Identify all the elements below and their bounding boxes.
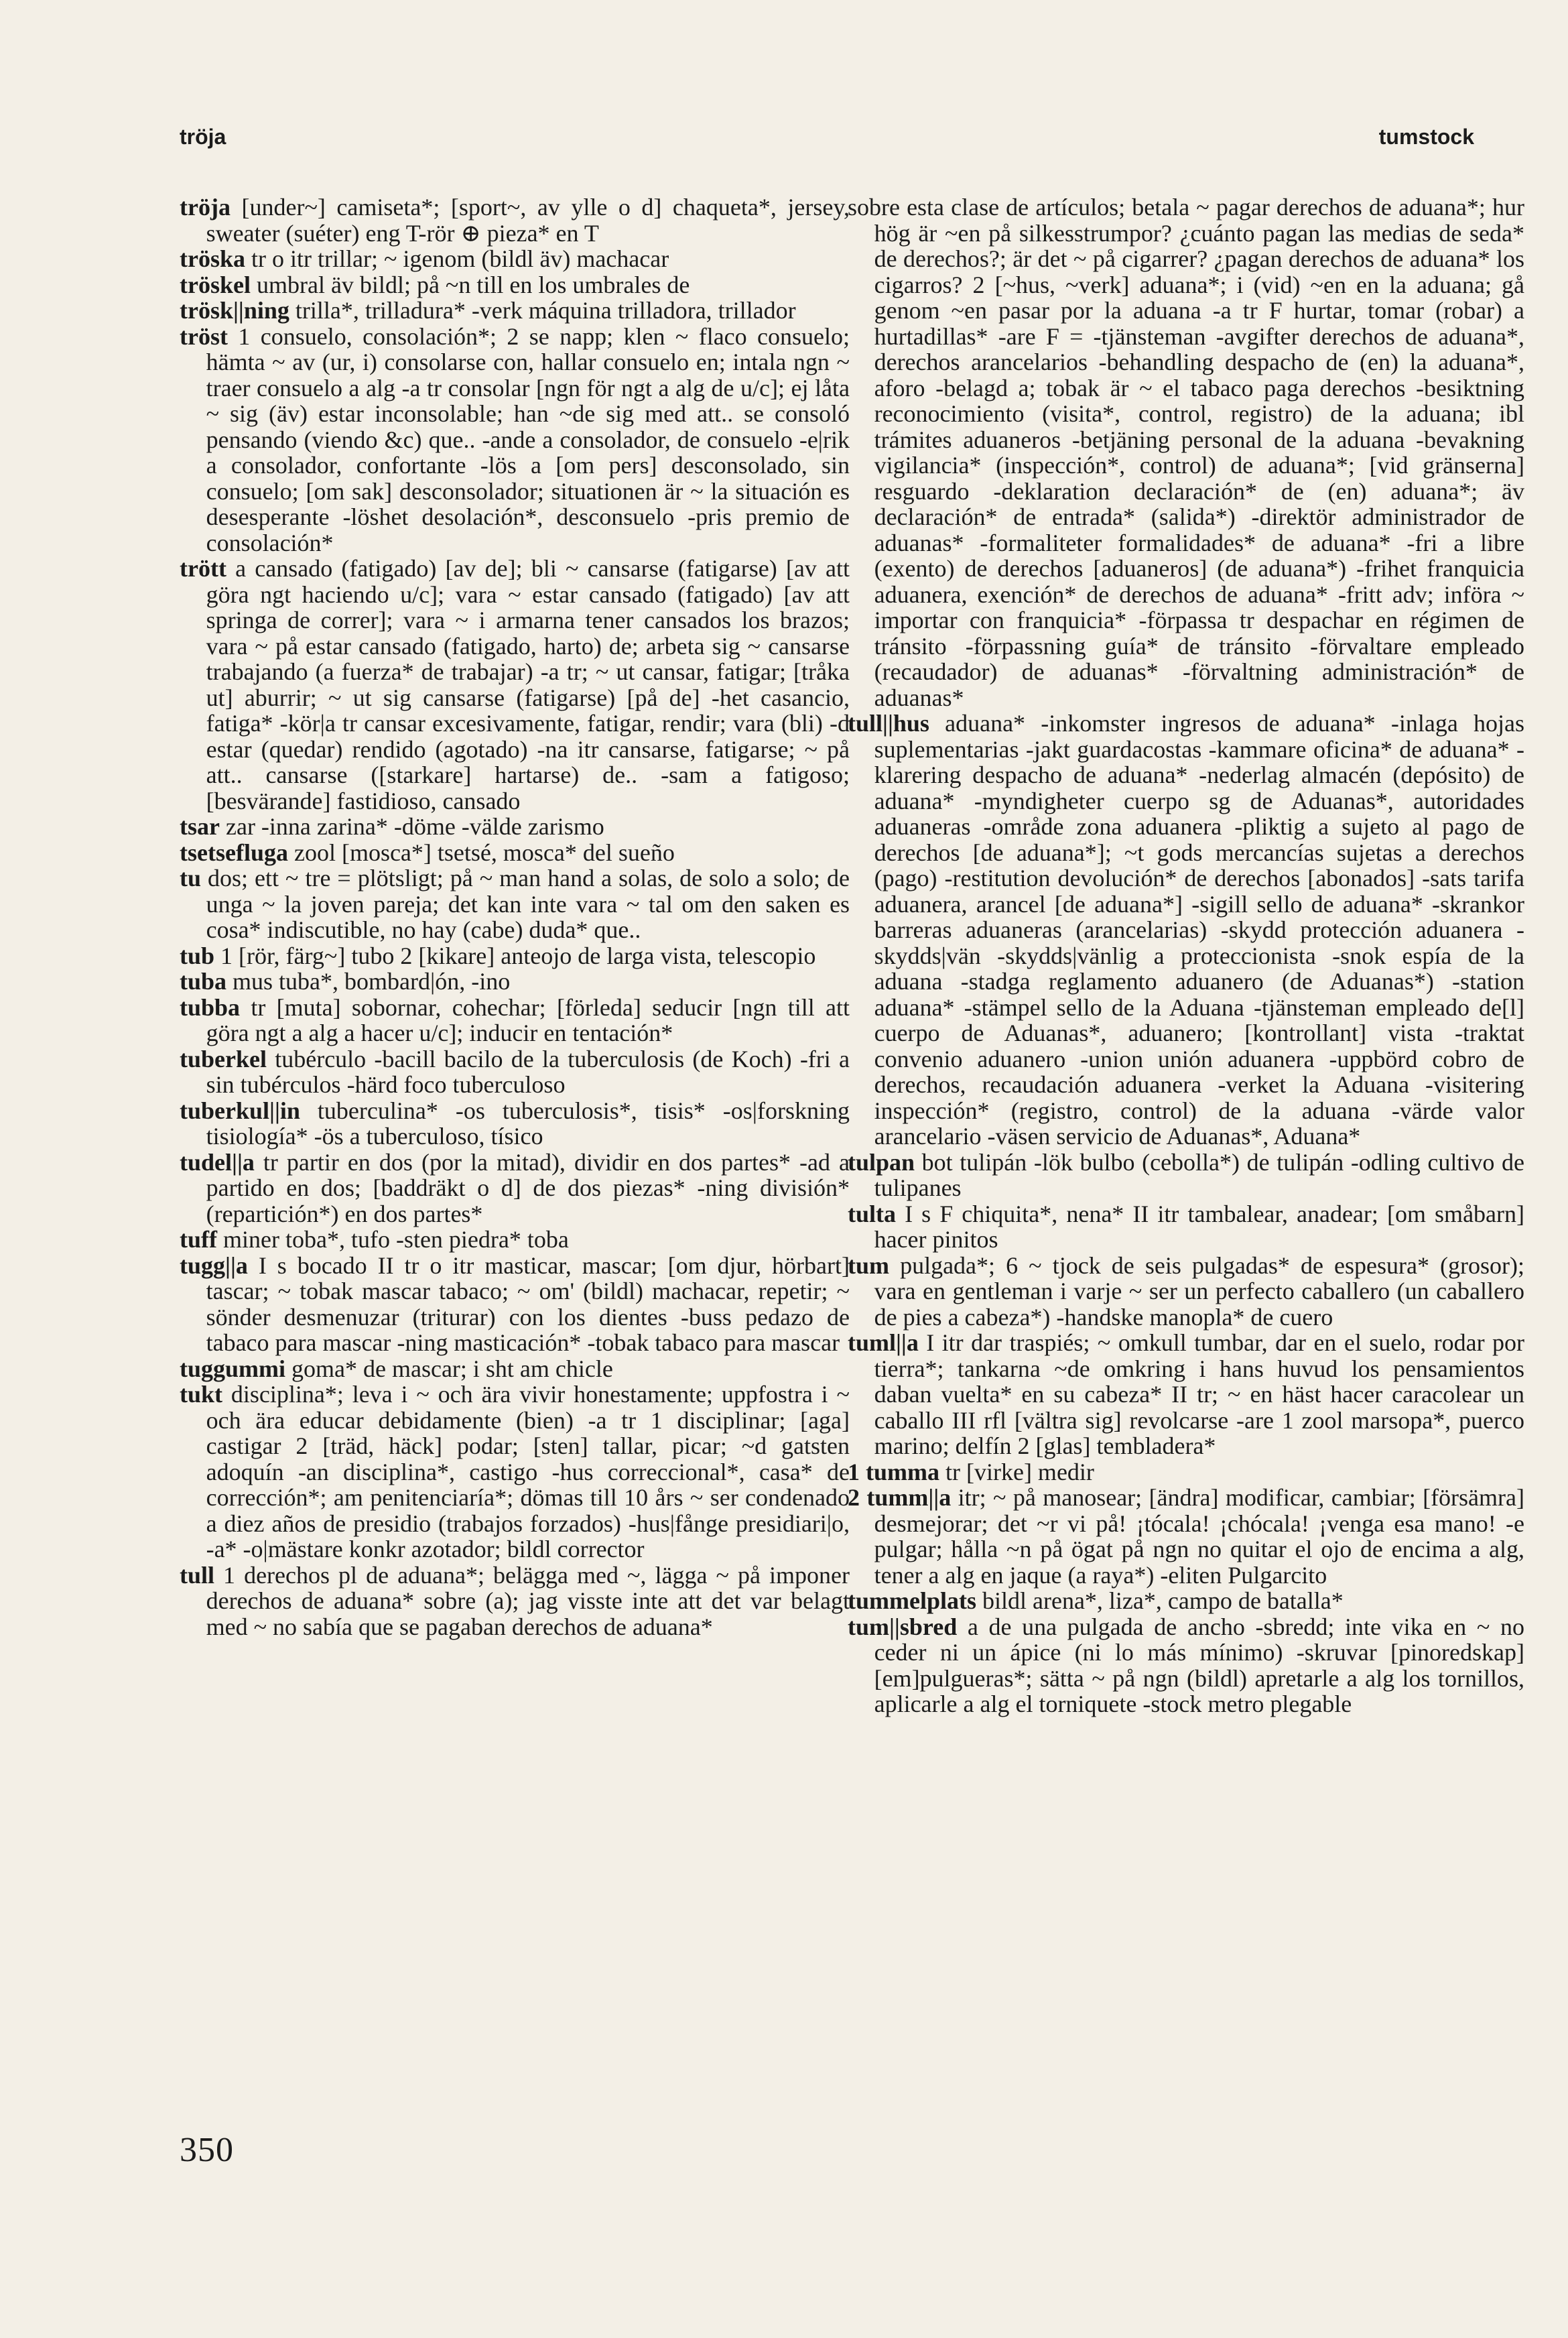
entry-headword: tull||hus <box>848 710 929 737</box>
dictionary-entry <box>180 1150 850 1227</box>
entry-definition: trilla*, trilladura* -verk máquina trilladora, trillador <box>289 297 796 324</box>
entry-headword: tuberkul||in <box>180 1097 300 1124</box>
entry-headword: tuba <box>180 968 227 995</box>
entry-definition: I s F chiquita*, nena* II itr tambalear, anadear; [om småbarn] hacer pinitos <box>874 1200 1524 1253</box>
entry-definition: pulgada*; 6 ~ tjock de seis pulgadas* de espesura* (grosor); vara en gentleman i varje ~ ser un perfecto caballero (un caballero de pies a cabeza*) -handske manopla* de cuero <box>874 1251 1524 1331</box>
entry-headword: tuml||a <box>848 1329 919 1356</box>
header-left-guide-word: tröja <box>180 125 226 149</box>
entry-definition: tr o itr trillar; ~ igenom (bildl äv) machacar <box>245 245 669 272</box>
dictionary-entry <box>848 711 1524 1150</box>
dictionary-entry <box>180 246 850 272</box>
entry-definition: zar -inna zarina* -döme -välde zarismo <box>219 813 604 840</box>
dictionary-entry <box>180 1356 850 1382</box>
entry-definition: tr partir en dos (por la mitad), dividir en dos partes* -ad a partido en dos; [baddräkt o d] de dos piezas* -ning división* (repartición*) en dos partes* <box>206 1148 850 1227</box>
entry-headword: tudel||a <box>180 1148 255 1176</box>
entry-definition: I s bocado II tr o itr masticar, mascar; [om djur, hörbart] tascar; ~ tobak mascar tabaco; ~ om' (bildl) machacar, repetir; ~ sönder desmenuzar (triturar) con los dientes -buss pedazo de tabaco para mascar -ning masticación* -tobak tabaco para mascar <box>206 1251 850 1356</box>
dictionary-entry <box>180 1046 850 1098</box>
entry-headword: trött <box>180 555 226 582</box>
dictionary-entry <box>180 272 850 298</box>
entry-definition: a cansado (fatigado) [av de]; bli ~ cansarse (fatigarse) [av att göra ngt haciendo u/c]; vara ~ estar cansado (fatigado) [av att springa de correr]; vara ~ i armarna tener cansados los brazos; vara ~ på estar cansado (fatigado, harto) de; arbeta sig ~ cansarse trabajando (a fuerza* de trabajar) -a tr; ~ ut cansar, fatigar; [tråka ut] aburrir; ~ ut sig cansarse (fatigarse) [på de] -het casancio, fatiga* -kör|a tr cansar excesivamente, fatigar, rendir; vara (bli) -d estar (quedar) rendido (agotado) -na itr cansarse, fatigarse; ~ på att.. cansarse ([starkare] hartarse) de.. -sam a fatigoso; [besvärande] fastidioso, cansado <box>206 555 850 814</box>
entry-headword: trösk||ning <box>180 297 289 324</box>
entry-headword: tulta <box>848 1200 896 1227</box>
entry-definition: dos; ett ~ tre = plötsligt; på ~ man hand a solas, de solo a solo; de unga ~ la joven pareja; det kan inte vara ~ tal om den saken es cosa* indiscutible, no hay (cabe) duda* que.. <box>201 865 850 943</box>
entry-definition: umbral äv bildl; på ~n till en los umbrales de <box>250 271 690 298</box>
entry-definition: itr; ~ på manosear; [ändra] modificar, cambiar; [försämra] desmejorar; det ~r vi på! ¡tócala! ¡chócala! ¡venga esa mano! -e pulgar; hålla ~n på ögat på ngn no quitar el ojo de encima a alg, tener a alg en jaque (a raya*) -eliten Pulgarcito <box>874 1484 1524 1589</box>
entry-headword: tsetsefluga <box>180 839 288 866</box>
entry-headword: tukt <box>180 1381 223 1408</box>
entry-headword: tubba <box>180 993 241 1021</box>
entry-definition: disciplina*; leva i ~ och ära vivir honestamente; uppfostra i ~ och ära educar debidamente (bien) -a tr 1 disciplinar; [aga] castigar 2 [träd, häck] podar; [sten] tallar, picar; ~d gatsten adoquín -an disciplina*, castigo -hus correccional*, casa* de corrección*; am penitenciaría*; dömas till 10 års ~ ser condenado a diez años de presidio (trabajos forzados) -hus|fånge presidiari|o, -a* -o|mästare konkr azotador; bildl corrector <box>206 1381 850 1562</box>
entry-definition: tubérculo -bacill bacilo de la tuberculosis (de Koch) -fri a sin tubérculos -härd foco tuberculoso <box>206 1045 850 1098</box>
dictionary-entry <box>180 1253 850 1356</box>
entry-definition: zool [mosca*] tsetsé, mosca* del sueño <box>287 839 675 866</box>
entry-definition: goma* de mascar; i sht am chicle <box>285 1355 613 1382</box>
dictionary-entry <box>180 969 850 995</box>
dictionary-entry <box>180 995 850 1046</box>
entry-definition: mus tuba*, bombard|ón, -ino <box>226 968 511 995</box>
dictionary-entry <box>180 1098 850 1150</box>
entry-headword: tulpan <box>848 1148 915 1176</box>
dictionary-entry <box>180 865 850 943</box>
entry-headword: tummelplats <box>848 1587 976 1614</box>
dictionary-entry <box>180 324 850 556</box>
entry-headword: tuggummi <box>180 1355 286 1382</box>
dictionary-entry <box>180 298 850 324</box>
dictionary-entry <box>180 556 850 814</box>
entry-headword: 2 tumm||a <box>848 1484 952 1511</box>
right-column <box>848 194 1524 1717</box>
left-column <box>180 194 850 1640</box>
entry-headword: tub <box>180 942 215 969</box>
entry-definition: a de una pulgada de ancho -sbredd; inte vika en ~ no ceder ni un ápice (ni lo más mínimo) -skruvar [pinoredskap] [em]pulgueras*; sätta ~ på ngn (bildl) apretarle a alg los tornillos, aplicarle a alg el torniquete -stock metro plegable <box>874 1613 1524 1717</box>
dictionary-entry <box>848 194 1524 711</box>
dictionary-entry <box>848 1253 1524 1331</box>
dictionary-entry <box>848 1330 1524 1459</box>
entry-definition: 1 consuelo, consolación*; 2 se napp; klen ~ flaco consuelo; hämta ~ av (ur, i) consolarse con, hallar consuelo en; intala ngn ~ traer consuelo a alg -a tr consolar [ngn för ngt a alg de u/c]; ej låta ~ sig (äv) estar inconsolable; han ~de sig med att.. se consoló pensando (viendo &c) que.. -ande a consolador, de consuelo -e|rik a consolador, confortante -lös a [om pers] desconsolado, sin consuelo; [om sak] desconsolador; situationen är ~ la situación es desesperante -löshet desolación*, desconsuelo -pris premio de consolación* <box>206 322 850 556</box>
entry-headword: tröskel <box>180 271 251 298</box>
dictionary-entry <box>180 1227 850 1253</box>
entry-definition: miner toba*, tufo -sten piedra* toba <box>217 1226 569 1253</box>
entry-headword: tum||sbred <box>848 1613 958 1640</box>
dictionary-entry <box>180 840 850 866</box>
dictionary-entry <box>180 1562 850 1640</box>
entry-definition: aduana* -inkomster ingresos de aduana* -inlaga hojas suplementarias -jakt guardacostas -kammare oficina* de aduana* -klarering despacho de aduana* -nederlag almacén (depósito) de aduana* -myndigheter cuerpo sg de Aduanas*, autoridades aduaneras -område zona aduanera -pliktig a sujeto al pago de derechos [de aduana*]; ~t gods mercancías sujetas a derechos (pago) -restitution devolución* de derechos [abonados] -sats tarifa aduanera, arancel [de aduana*] -sigill sello de aduana* -skrankor barreras aduaneras (arancelarias) -skydd protección aduanera -skydds|vän -skydds|vänlig a proteccionista -snok espía de la aduana -stadga reglamento aduanero (de Aduanas*) -station aduana* -stämpel sello de la Aduana -tjänsteman empleado de[l] cuerpo de Aduanas*, aduanero; [kontrollant] vista -traktat convenio aduanero -union unión aduanera -uppbörd cobro de derechos, recaudación aduanera -verket la Aduana -visitering inspección* (registro, control) de la aduana -värde valor arancelario -väsen servicio de Aduanas*, Aduana* <box>874 710 1524 1150</box>
dictionary-entry <box>848 1201 1524 1253</box>
entry-definition: 1 derechos pl de aduana*; belägga med ~, lägga ~ på imponer derechos de aduana* sobre (a); jag visste inte att det var belagt med ~ no sabía que se pagaban derechos de aduana* <box>206 1561 850 1640</box>
dictionary-entry <box>180 943 850 969</box>
entry-definition: tr [virke] medir <box>939 1458 1094 1485</box>
entry-headword: tuberkel <box>180 1045 267 1072</box>
entry-headword: tröska <box>180 245 245 272</box>
entry-headword: tröst <box>180 322 228 350</box>
entry-definition: tr [muta] sobornar, cohechar; [förleda] seducir [ngn till att göra ngt a alg a hacer u/c]; inducir en tentación* <box>206 993 850 1046</box>
entry-definition: [under~] camiseta*; [sport~, av ylle o d] chaqueta*, jersey, sweater (suéter) eng T-rör ⊕ pieza* en T <box>206 194 850 247</box>
dictionary-entry <box>180 814 850 840</box>
entry-headword: 1 tumma <box>848 1458 939 1485</box>
dictionary-entry <box>848 1614 1524 1717</box>
dictionary-entry <box>848 1485 1524 1588</box>
entry-headword: tu <box>180 865 202 891</box>
entry-definition: 1 [rör, färg~] tubo 2 [kikare] anteojo de larga vista, telescopio <box>214 942 816 969</box>
header-right-guide-word: tumstock <box>1378 125 1474 149</box>
page-number: 350 <box>180 2131 234 2169</box>
dictionary-entry <box>180 194 850 246</box>
dictionary-entry <box>848 1588 1524 1614</box>
entry-headword: tugg||a <box>180 1251 248 1279</box>
entry-definition: sobre esta clase de artículos; betala ~ pagar derechos de aduana*; hur hög är ~en på silkesstrumpor? ¿cuánto pagan las medias de seda* de derechos?; är det ~ på cigarrer? ¿pagan derechos de aduana* los cigarros? 2 [~hus, ~verk] aduana*; i (vid) ~en en la aduana; gå genom ~en pasar por la aduana -a tr F hurtar, tomar (robar) a hurtadillas* -are F = -tjänsteman -avgifter derechos de aduana*, derechos arancelarios -behandling despacho de (en) la aduana*, aforo -belagd a; tobak är ~ el tabaco paga derechos -besiktning reconocimiento (visita*, control, registro) de la aduana; ibl trámites aduaneros -betjäning personal de la aduana -bevakning vigilancia* (inspección*, control) de aduana*; [vid gränserna] resguardo -deklaration declaración* de (en) aduana*; äv declaración* de entrada* (salida*) -direktör administrador de aduanas* -formaliteter formalidades* de aduana* -fri a libre (exento) de derechos [aduaneros] (de aduana*) -frihet franquicia aduanera, exención* de derechos de aduana* -fritt adv; införa ~ importar con franquicia* -förpassa tr despachar en régimen de tránsito -förpassning guía* de tránsito -förvaltare empleado (recaudador) de aduanas* -förvaltning administración* de aduanas* <box>848 194 1524 711</box>
entry-definition: I itr dar traspiés; ~ omkull tumbar, dar en el suelo, rodar por tierra*; tankarna ~de omkring i hans huvud los pensamientos daban vuelta* en su cabeza* II tr; ~ en häst hacer caracolear un caballo III rfl [vältra sig] revolcarse -are 1 zool marsopa*, puerco marino; delfín 2 [glas] tembladera* <box>874 1329 1524 1459</box>
entry-headword: tsar <box>180 813 220 840</box>
entry-headword: tull <box>180 1561 215 1589</box>
entry-definition: tuberculina* -os tuberculosis*, tisis* -os|forskning tisiología* -ös a tuberculoso, tísico <box>206 1097 850 1150</box>
entry-headword: tuff <box>180 1226 217 1253</box>
entry-headword: tum <box>848 1251 889 1279</box>
entry-definition: bot tulipán -lök bulbo (cebolla*) de tulipán -odling cultivo de tulipanes <box>874 1148 1524 1201</box>
dictionary-entry <box>180 1381 850 1562</box>
entry-headword: tröja <box>180 194 231 221</box>
entry-definition: bildl arena*, liza*, campo de batalla* <box>976 1587 1344 1614</box>
dictionary-entry <box>848 1459 1524 1485</box>
dictionary-entry <box>848 1150 1524 1201</box>
